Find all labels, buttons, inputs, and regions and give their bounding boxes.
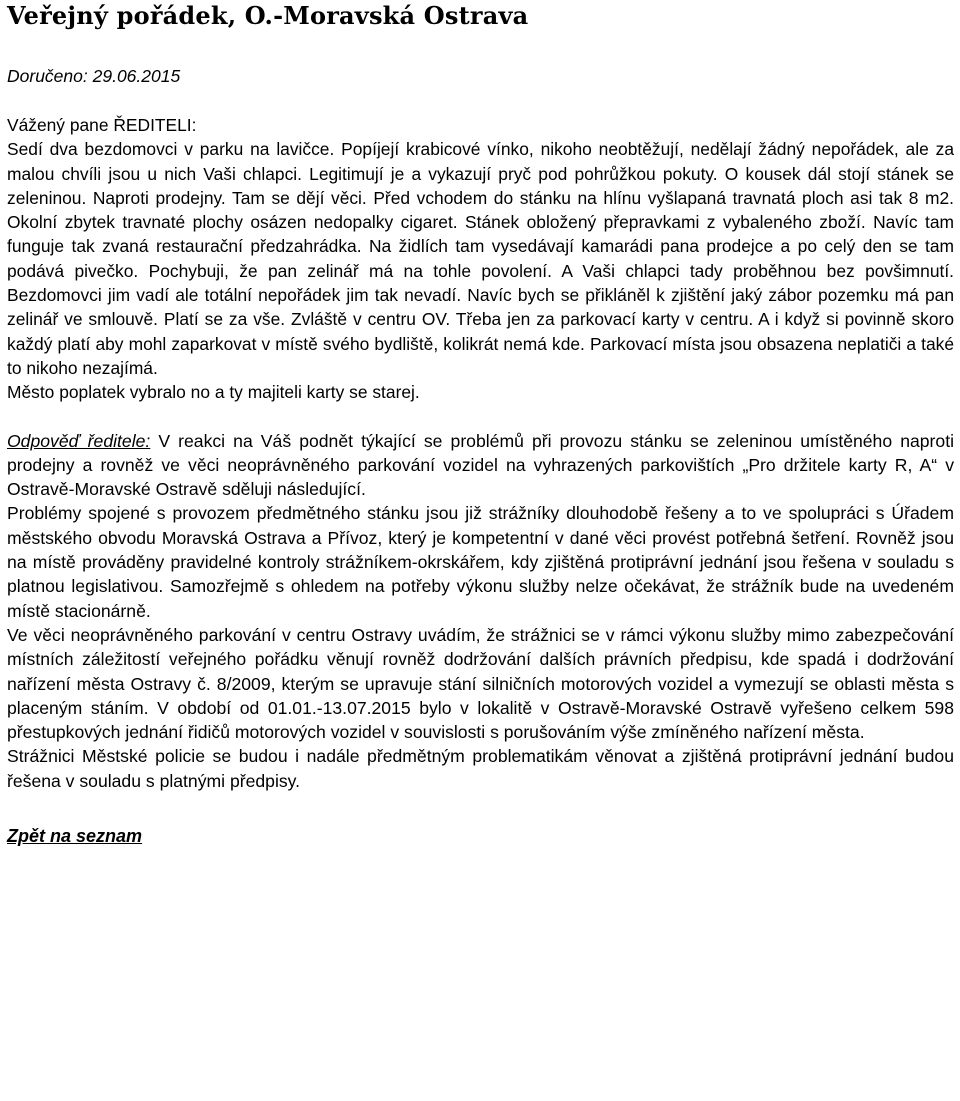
complaint-text	[7, 113, 954, 405]
answer-first-text: V reakci na Váš podnět týkající se problémů při provozu stánku se zeleninou umístěného naproti prodejny a rovněž ve věci neoprávněného parkování vozidel na vyhrazených parkovištích „Pro držitele karty R, A“ v Ostravě-Moravské Ostravě sděluji následující.	[7, 430, 954, 500]
back-to-list-link[interactable]: Zpět na seznam	[7, 826, 143, 847]
delivered-value: 29.06.2015	[92, 66, 181, 86]
answer-label: Odpověď ředitele:	[7, 430, 151, 451]
delivered-label: Doručeno:	[7, 66, 88, 86]
answer-paragraph: Problémy spojené s provozem předmětného stánku jsou již strážníky dlouhodobě řešeny a to ve spolupráci s Úřadem městského obvodu Moravská Ostrava a Přívoz, který je kompetentní v dané věci provést potřebná šetření. Rovněž jsou na místě prováděny pravidelné kontroly strážníkem-okrskářem, kdy zjištěná protiprávní jednání jsou řešena v souladu s platnou legislativou. Samozřejmě s ohledem na potřeby výkonu služby nelze očekávat, že strážník bude na uvedeném místě stacionárně.	[7, 503, 954, 621]
complaint-closing: Město poplatek vybralo no a ty majiteli karty se starej.	[7, 382, 420, 403]
answer-paragraph: Strážnici Městské policie se budou i nadále předmětným problematikám věnovat a zjištěná protiprávní jednání budou řešena v souladu s platnými předpisy.	[7, 746, 954, 791]
director-answer	[7, 429, 954, 793]
complaint-body: Sedí dva bezdomovci v parku na lavičce. Popíjejí krabicové vínko, nikoho neobtěžují, nedělají žádný nepořádek, ale za malou chvíli jsou u nich Vaši chlapci. Legitimují je a vykazují pryč pod pohrůžkou pokuty. O kousek dál stojí stánek se zeleninou. Naproti prodejny. Tam se dějí věci. Před vchodem do stánku na hlínu vyšlapaná travnatá ploch asi tak 8 m2. Okolní zbytek travnaté plochy osázen nedopalky cigaret. Stánek obložený přepravkami z vybaleného zboží. Navíc tam funguje tak zvaná restaurační předzahrádka. Na židlích tam vysedávají kamarádi pana prodejce a po celý den se tam podává pivečko. Pochybuji, že pan zelinář má na tohle povolení. A Vaši chlapci tady proběhnou bez povšimnutí. Bezdomovci jim vadí ale totální nepořádek jim tak nevadí. Navíc bych se přikláněl k zjištění jaký zábor pozemku má pan zelinář ve smlouvě. Platí se za vše. Zvláště v centru OV. Třeba jen za parkovací karty v centru. A i když si povinně skoro každý platí aby mohl zaparkovat v místě svého bydliště, kolikrát nemá kde. Parkovací místa jsou obsazena neplatiči a také to nikoho nezajímá.	[7, 139, 954, 378]
answer-first-paragraph	[7, 429, 954, 502]
answer-paragraph: Ve věci neoprávněného parkování v centru Ostravy uvádím, že strážnici se v rámci výkonu služby mimo zabezpečování místních záležitostí veřejného pořádku věnují rovněž dodržování dalších právních předpisu, kde spadá i dodržování nařízení města Ostravy č. 8/2009, kterým se upravuje stání silničních motorových vozidel a vymezují se oblasti města s placeným stáním. V období od 01.01.-13.07.2015 bylo v lokalitě v Ostravě-Moravské Ostravě vyřešeno celkem 598 přestupkových jednání řidičů motorových vozidel v souvislosti s porušováním výše zmíněného nařízení města.	[7, 624, 954, 743]
complaint-salutation: Vážený pane ŘEDITELI:	[7, 115, 197, 135]
page-title: Veřejný pořádek, O.-Moravská Ostrava	[7, 1, 529, 30]
delivered-date	[7, 65, 954, 87]
